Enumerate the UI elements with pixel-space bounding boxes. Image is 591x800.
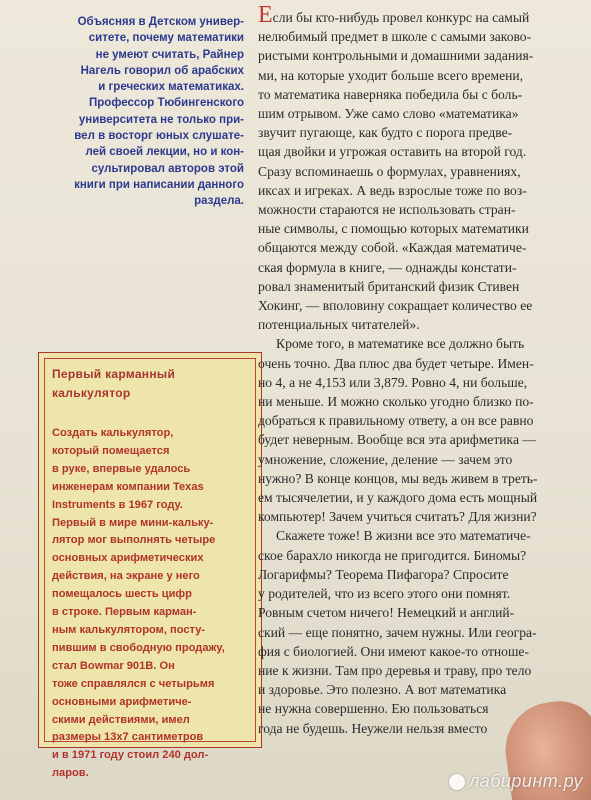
sidebar-note-line: раздела. (194, 195, 244, 208)
infobox-line: помещалось шесть цифр (52, 588, 192, 601)
infobox-title-line: Первый карманный (52, 367, 176, 381)
text-line: звучит пугающе, как будто с порога предве- (258, 125, 513, 141)
paragraph-2 (258, 334, 588, 526)
text-line: ристыми контрольными и домашними задания- (258, 48, 534, 64)
infobox-line: лятор мог выполнять четыре (52, 534, 216, 547)
text-line: у родителей, что из всего этого они помнят. (258, 586, 511, 602)
text-line: ский — еще понятно, зачем нужны. Или геогра- (258, 624, 537, 640)
infobox-line: стал Bowmar 901B. Он (52, 659, 175, 672)
infobox-line: тоже справлялся с четырьмя (52, 677, 215, 690)
infobox-title (52, 365, 248, 403)
text-line: щая двойки и угрожая оставить на второй год. (258, 144, 527, 160)
infobox-line: ларов. (52, 767, 89, 780)
text-line: нужно? В конце концов, мы ведь живем в треть- (258, 470, 538, 486)
text-line-rest: сли бы кто-нибудь провел конкурс на самый (272, 10, 530, 25)
text-line: фия с биологией. Они имеют какое-то отноше- (258, 643, 529, 659)
infobox-body (52, 425, 248, 783)
infobox-line: Первый в мире мини-кальку- (52, 516, 214, 529)
text-line: Сразу вспоминаешь о формулах, уравнениях, (258, 163, 521, 179)
sidebar-note-line: и греческих математиках. (98, 81, 244, 94)
text-line: то математика наверняка победила бы с боль- (258, 86, 523, 102)
text-line: и здоровье. Это полезно. А вот математика (258, 682, 507, 698)
text-line: Кроме того, в математике все должно быть (276, 336, 525, 352)
sidebar-note-line: сультировал авторов этой (91, 162, 244, 175)
sidebar-note-line: университета не только при- (78, 113, 244, 126)
infobox-line: основными арифметиче- (52, 695, 192, 708)
infobox-line: Instruments в 1967 году. (52, 498, 183, 511)
text-line: добраться к правильному ответу, а он все равно (258, 413, 534, 429)
sidebar-note-line: лей своей лекции, но и кон- (85, 146, 244, 159)
infobox-line: в руке, впервые удалось (52, 462, 191, 475)
infobox-line: в строке. Первым карман- (52, 606, 197, 619)
text-line: Логарифмы? Теорема Пифагора? Спросите (258, 566, 509, 582)
watermark-text: лабиринт.ру (469, 771, 583, 791)
text-line: ные символы, с помощью которых математики (258, 221, 529, 237)
text-line: не нужна совершенно. Ею пользоваться (258, 701, 489, 717)
infobox-line: который помещается (52, 444, 170, 457)
text-line: Скажете тоже! В жизни все это математиче- (276, 528, 531, 544)
drop-cap: Е (258, 2, 273, 28)
text-line: общаются между собой. «Каждая математиче- (258, 240, 527, 256)
text-line: Ровным счетом ничего! Немецкий и англий- (258, 605, 515, 621)
text-line: шим отрывом. Уже само слово «математика» (258, 106, 519, 122)
infobox-line: инженерам компании Texas (52, 480, 204, 493)
paragraph-1 (258, 2, 588, 334)
infobox-line: Создать калькулятор, (52, 427, 174, 439)
text-line: ровал знаменитый британский физик Стивен (258, 278, 520, 294)
sidebar-note-line: Объясняя в Детском универ- (77, 16, 244, 28)
text-line: умножение, сложение, деление — зачем это (258, 451, 513, 467)
infobox-line: основных арифметических (52, 552, 204, 565)
infobox-line: размеры 13х7 сантиметров (52, 731, 204, 744)
watermark (449, 771, 583, 792)
text-line: ние к жизни. Там про деревья и траву, про тело (258, 662, 532, 678)
text-line: ское барахло никогда не пригодится. Биномы? (258, 547, 527, 563)
text-line: компьютер! Зачем учиться считать? Для жизни? (258, 509, 537, 525)
labyrinth-logo-icon (449, 774, 465, 790)
text-line: ни меньше. И можно сколько угодно близко по- (258, 394, 534, 410)
text-line: будет неверным. Вообще вся эта арифметика — (258, 432, 536, 448)
text-line: года не будешь. Неужели нельзя вместо (258, 720, 488, 736)
text-line: иксах и игреках. А ведь взрослые тоже по воз- (258, 182, 527, 198)
calculator-infobox (38, 352, 262, 780)
text-line: нелюбимый предмет в школе с самыми заково- (258, 29, 532, 45)
text-line (258, 2, 588, 28)
text-line: но 4, а не 4,153 или 3,879. Ровно 4, ни больше, (258, 374, 528, 390)
infobox-line: пившим в свободную продажу, (52, 641, 225, 654)
text-line: ская формула в книге, — однажды констати- (258, 259, 517, 275)
sidebar-note-line: вел в восторг юных слушате- (74, 130, 244, 143)
sidebar-note-line: Нагель говорил об арабских (80, 64, 244, 77)
text-line: ми, на которые уходит больше всего времени, (258, 67, 524, 83)
sidebar-note-line: ситете, почему математики (88, 32, 244, 45)
sidebar-note-line: не умеют считать, Райнер (95, 48, 244, 61)
sidebar-note (64, 14, 244, 210)
infobox-inner-frame (44, 358, 256, 780)
infobox-line: и в 1971 году стоил 240 дол- (52, 749, 209, 762)
infobox-line: скими действиями, имел (52, 713, 190, 726)
text-line: можности стараются не использовать стран- (258, 202, 516, 218)
sidebar-note-line: книги при написании данного (74, 178, 244, 191)
main-text-column (258, 2, 588, 738)
infobox-title-line: калькулятор (52, 386, 131, 400)
text-line: очень точно. Два плюс два будет четыре. Имен- (258, 355, 534, 371)
text-line: потенциальных читателей». (258, 317, 420, 333)
infobox-line: действия, на экране у него (52, 570, 200, 583)
sidebar-note-line: Профессор Тюбингенского (89, 97, 244, 110)
infobox-line: ным калькулятором, посту- (52, 623, 206, 636)
text-line: Хокинг, — вполовину сокращает количество ее (258, 298, 533, 314)
text-line: ем тысячелетии, и у каждого дома есть мощный (258, 490, 538, 506)
